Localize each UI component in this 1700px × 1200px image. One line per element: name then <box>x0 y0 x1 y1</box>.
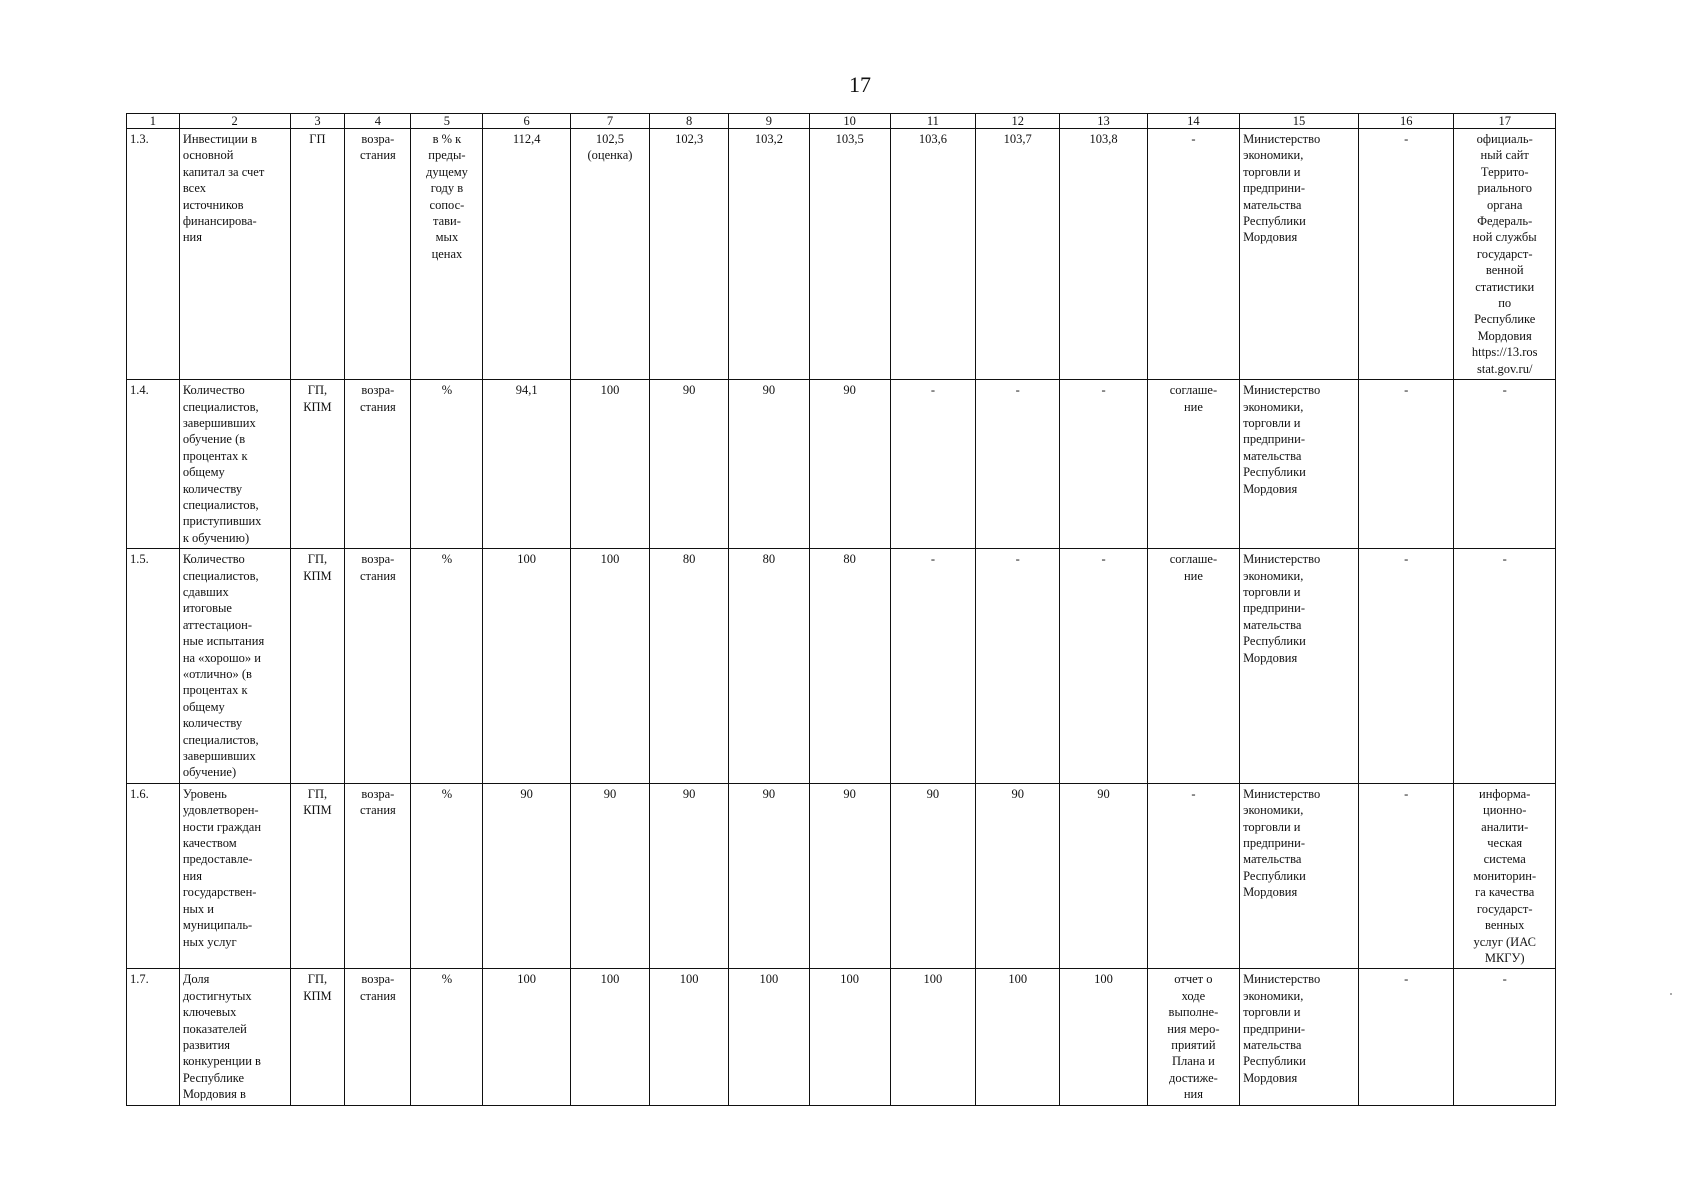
column-number: 13 <box>1060 114 1147 129</box>
col-16-value: - <box>1358 549 1453 784</box>
row-number: 1.4. <box>127 380 180 549</box>
value-col-6: 112,4 <box>483 129 570 380</box>
information-source: - <box>1454 380 1556 549</box>
value-col-9: 100 <box>729 969 809 1105</box>
unit-of-measure: % <box>411 549 483 784</box>
column-number: 8 <box>650 114 729 129</box>
value-col-10: 80 <box>809 549 890 784</box>
value-col-9: 90 <box>729 783 809 968</box>
value-col-6: 100 <box>483 969 570 1105</box>
value-col-7: 100 <box>570 380 649 549</box>
value-col-10: 100 <box>809 969 890 1105</box>
responsible-body: Министерство экономики, торговли и предприни- мательства Республики Мордовия <box>1240 380 1359 549</box>
value-col-11: 103,6 <box>890 129 975 380</box>
column-number: 12 <box>976 114 1060 129</box>
value-col-10: 90 <box>809 783 890 968</box>
column-number: 15 <box>1240 114 1359 129</box>
column-number: 6 <box>483 114 570 129</box>
unit-of-measure: % <box>411 380 483 549</box>
basis-document: соглаше- ние <box>1147 380 1239 549</box>
page-number: 17 <box>849 72 871 97</box>
indicator-type: ГП, КПМ <box>290 380 345 549</box>
trend-direction: возра- стания <box>345 129 411 380</box>
value-col-10: 90 <box>809 380 890 549</box>
row-number: 1.6. <box>127 783 180 968</box>
value-col-8: 80 <box>650 549 729 784</box>
value-col-7: 102,5 (оценка) <box>570 129 649 380</box>
value-col-8: 90 <box>650 380 729 549</box>
col-16-value: - <box>1358 783 1453 968</box>
basis-document: соглаше- ние <box>1147 549 1239 784</box>
responsible-body: Министерство экономики, торговли и предприни- мательства Республики Мордовия <box>1240 783 1359 968</box>
column-number: 2 <box>179 114 290 129</box>
column-number: 5 <box>411 114 483 129</box>
table-row <box>127 129 1556 380</box>
table-row <box>127 549 1556 784</box>
indicator-name: Количество специалистов, сдавших итоговые аттестацион- ные испытания на «хорошо» и «отлично» (в процентах к общему количеству специалистов, завершивших обучение) <box>179 549 290 784</box>
col-16-value: - <box>1358 969 1453 1105</box>
value-col-10: 103,5 <box>809 129 890 380</box>
information-source: - <box>1454 549 1556 784</box>
value-col-8: 102,3 <box>650 129 729 380</box>
indicator-name: Доля достигнутых ключевых показателей развития конкуренции в Республике Мордовия в <box>179 969 290 1105</box>
responsible-body: Министерство экономики, торговли и предприни- мательства Республики Мордовия <box>1240 549 1359 784</box>
column-number: 17 <box>1454 114 1556 129</box>
unit-of-measure: в % к преды- дущему году в сопос- тави- мых ценах <box>411 129 483 380</box>
column-number: 3 <box>290 114 345 129</box>
value-col-12: - <box>976 549 1060 784</box>
value-col-8: 100 <box>650 969 729 1105</box>
column-number: 4 <box>345 114 411 129</box>
value-col-12: 100 <box>976 969 1060 1105</box>
indicators-table <box>126 113 1556 1106</box>
row-number: 1.7. <box>127 969 180 1105</box>
value-col-6: 100 <box>483 549 570 784</box>
unit-of-measure: % <box>411 783 483 968</box>
table-row <box>127 969 1556 1105</box>
indicator-name: Уровень удовлетворен- ности граждан качеством предоставле- ния государствен- ных и муниципаль- ных услуг <box>179 783 290 968</box>
indicator-name: Инвестиции в основной капитал за счет всех источников финансирова- ния <box>179 129 290 380</box>
value-col-12: 103,7 <box>976 129 1060 380</box>
value-col-9: 90 <box>729 380 809 549</box>
information-source: информа- ционно- аналити- ческая система мониторин- га качества государст- венных услуг (ИАС МКГУ) <box>1454 783 1556 968</box>
value-col-9: 103,2 <box>729 129 809 380</box>
value-col-9: 80 <box>729 549 809 784</box>
trend-direction: возра- стания <box>345 549 411 784</box>
indicator-type: ГП <box>290 129 345 380</box>
value-col-6: 94,1 <box>483 380 570 549</box>
column-number: 11 <box>890 114 975 129</box>
value-col-12: 90 <box>976 783 1060 968</box>
value-col-13: - <box>1060 549 1147 784</box>
trend-direction: возра- стания <box>345 380 411 549</box>
value-col-6: 90 <box>483 783 570 968</box>
trend-direction: возра- стания <box>345 783 411 968</box>
row-number: 1.5. <box>127 549 180 784</box>
column-number: 14 <box>1147 114 1239 129</box>
column-number: 9 <box>729 114 809 129</box>
information-source: - <box>1454 969 1556 1105</box>
column-number: 16 <box>1358 114 1453 129</box>
value-col-11: - <box>890 380 975 549</box>
row-number: 1.3. <box>127 129 180 380</box>
table-row <box>127 380 1556 549</box>
scan-speck <box>1670 993 1672 995</box>
column-number: 10 <box>809 114 890 129</box>
column-number: 7 <box>570 114 649 129</box>
value-col-13: 100 <box>1060 969 1147 1105</box>
responsible-body: Министерство экономики, торговли и предприни- мательства Республики Мордовия <box>1240 969 1359 1105</box>
value-col-7: 100 <box>570 549 649 784</box>
column-number-row <box>127 114 1556 129</box>
indicator-type: ГП, КПМ <box>290 549 345 784</box>
indicator-type: ГП, КПМ <box>290 969 345 1105</box>
col-16-value: - <box>1358 380 1453 549</box>
basis-document: - <box>1147 783 1239 968</box>
value-col-7: 90 <box>570 783 649 968</box>
value-col-11: 90 <box>890 783 975 968</box>
information-source: официаль- ный сайт Террито- риального органа Федераль- ной службы государст- венной статистики по Республике Мордовия https://13.ros stat.gov.ru/ <box>1454 129 1556 380</box>
unit-of-measure: % <box>411 969 483 1105</box>
col-16-value: - <box>1358 129 1453 380</box>
value-col-13: 103,8 <box>1060 129 1147 380</box>
basis-document: - <box>1147 129 1239 380</box>
value-col-11: - <box>890 549 975 784</box>
indicator-type: ГП, КПМ <box>290 783 345 968</box>
column-number: 1 <box>127 114 180 129</box>
value-col-7: 100 <box>570 969 649 1105</box>
table-row <box>127 783 1556 968</box>
value-col-13: 90 <box>1060 783 1147 968</box>
value-col-13: - <box>1060 380 1147 549</box>
basis-document: отчет о ходе выполне- ния меро- приятий Плана и достиже- ния <box>1147 969 1239 1105</box>
trend-direction: возра- стания <box>345 969 411 1105</box>
responsible-body: Министерство экономики, торговли и предприни- мательства Республики Мордовия <box>1240 129 1359 380</box>
value-col-11: 100 <box>890 969 975 1105</box>
indicator-name: Количество специалистов, завершивших обучение (в процентах к общему количеству специалистов, приступивших к обучению) <box>179 380 290 549</box>
value-col-8: 90 <box>650 783 729 968</box>
value-col-12: - <box>976 380 1060 549</box>
